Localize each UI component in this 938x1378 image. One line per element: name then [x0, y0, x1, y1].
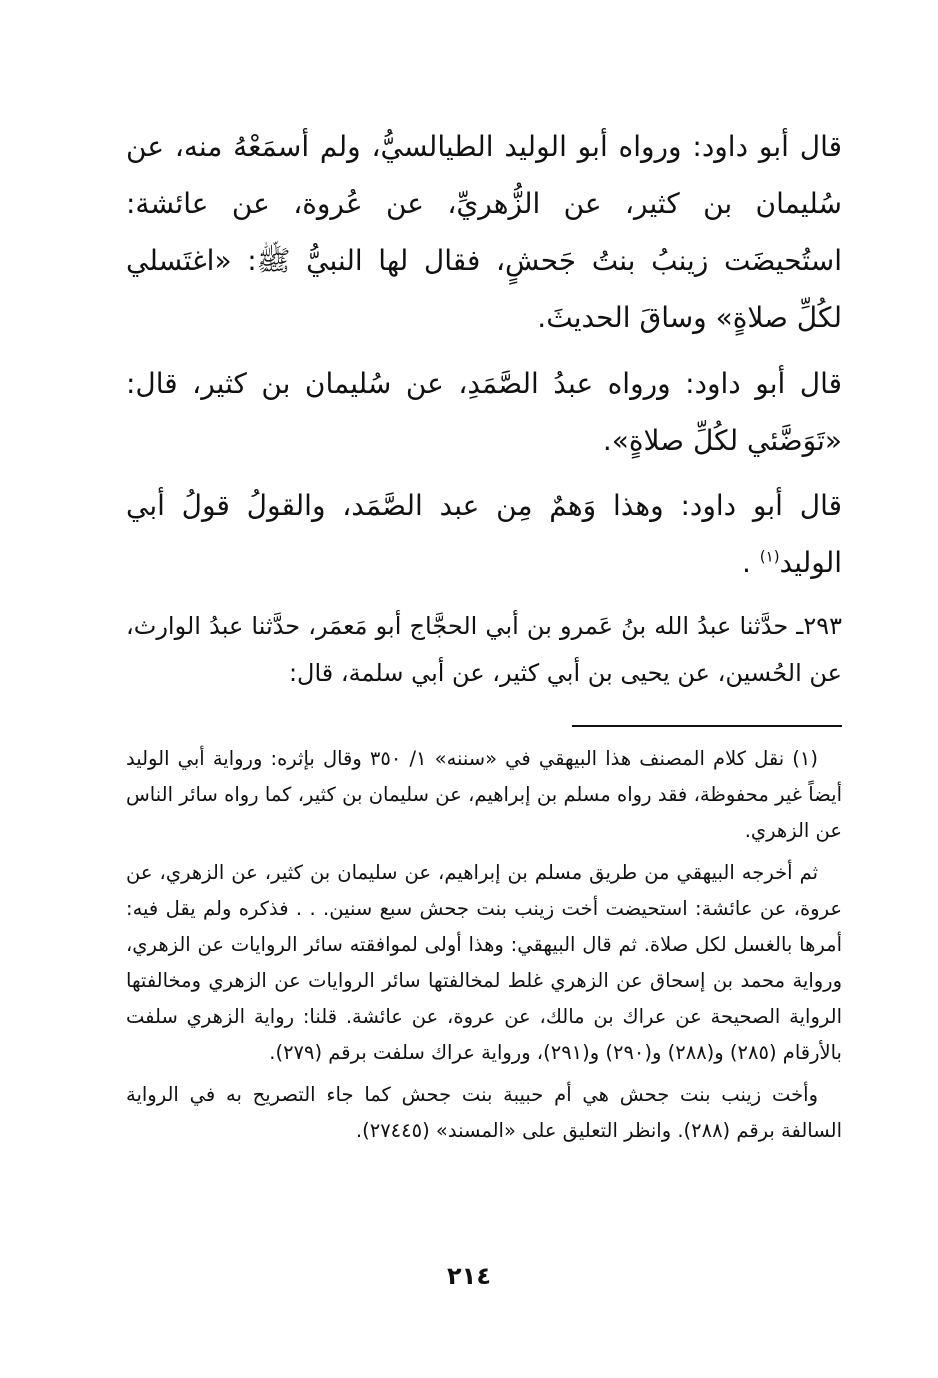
footnote-1-continued: ثم أخرجه البيهقي من طريق مسلم بن إبراهيم، عن سليمان بن كثير، عن الزهري، عن عروة، عن عائشة: استحيضت أخت زينب بنت جحش سبع سنين. . . فذكره ولم يقل فيه: أمرها بالغسل لكل صلاة. ثم قال البيهقي: وهذا أولى لموافقته سائر الروايات عن الزهري، ورواية محمد بن إسحاق عن الزهري غلط لمخالفتها سائر الروايات عن الزهري ومخالفتها الرواية الصحيحة عن عراك بن مالك، عن عروة، عن عائشة. قلنا: رواية الزهري سلفت بالأرقام (٢٨٥) و(٢٨٨) و(٢٩٠) و(٢٩١)، ورواية عراك سلفت برقم (٢٧٩). — [126, 861, 842, 1064]
hadith-293: ٢٩٣ـ حدَّثنا عبدُ الله بنُ عَمرو بن أبي الحجَّاج أبو مَعمَر، حدَّثنا عبدُ الوارث، عن الحُسين، عن يحيى بن أبي كثير، عن أبي سلمة، قال: — [126, 612, 842, 687]
footnote-1-final: وأخت زينب بنت جحش هي أم حبيبة بنت جحش كما جاء التصريح به في الرواية السالفة برقم (٢٨٨). وانظر التعليق على «المسند» (٢٧٤٤٥). — [126, 1083, 842, 1142]
page-number: ٢١٤ — [447, 1262, 491, 1290]
paragraph-3-end: . — [741, 546, 751, 579]
footnotes — [126, 741, 842, 1149]
paragraph-3 — [126, 477, 842, 591]
page-body — [126, 118, 842, 1149]
paragraph-3-text: قال أبو داود: وهذا وَهمٌ مِن عبد الصَّمَد، والقولُ قولُ أبي الوليد — [126, 489, 842, 579]
footnote-separator — [572, 725, 842, 727]
paragraph-1: قال أبو داود: ورواه أبو الوليد الطيالسيُّ، ولم أسمَعْهُ منه، عن سُليمان بن كثير، عن الزُّهريِّ، عن عُروة، عن عائشة: استُحيضَت زينبُ بنتُ جَحشٍ، فقال لها النبيُّ ﷺ: «اغتَسلي لكُلِّ صلاةٍ» وساقَ الحديثَ. — [126, 130, 842, 334]
main-text — [126, 118, 842, 697]
footnote-1: (١) نقل كلام المصنف هذا البيهقي في «سننه» ١/ ٣٥٠ وقال بإثره: ورواية أبي الوليد أيضاً غير محفوظة، فقد رواه مسلم بن إبراهيم، عن سليمان بن كثير، كما رواه سائر الناس عن الزهري. — [126, 747, 842, 842]
footnote-ref-1[interactable]: (١) — [759, 547, 780, 566]
paragraph-2: قال أبو داود: ورواه عبدُ الصَّمَدِ، عن سُليمان بن كثير، قال: «تَوَضَّئي لكُلِّ صلاةٍ». — [126, 367, 842, 457]
